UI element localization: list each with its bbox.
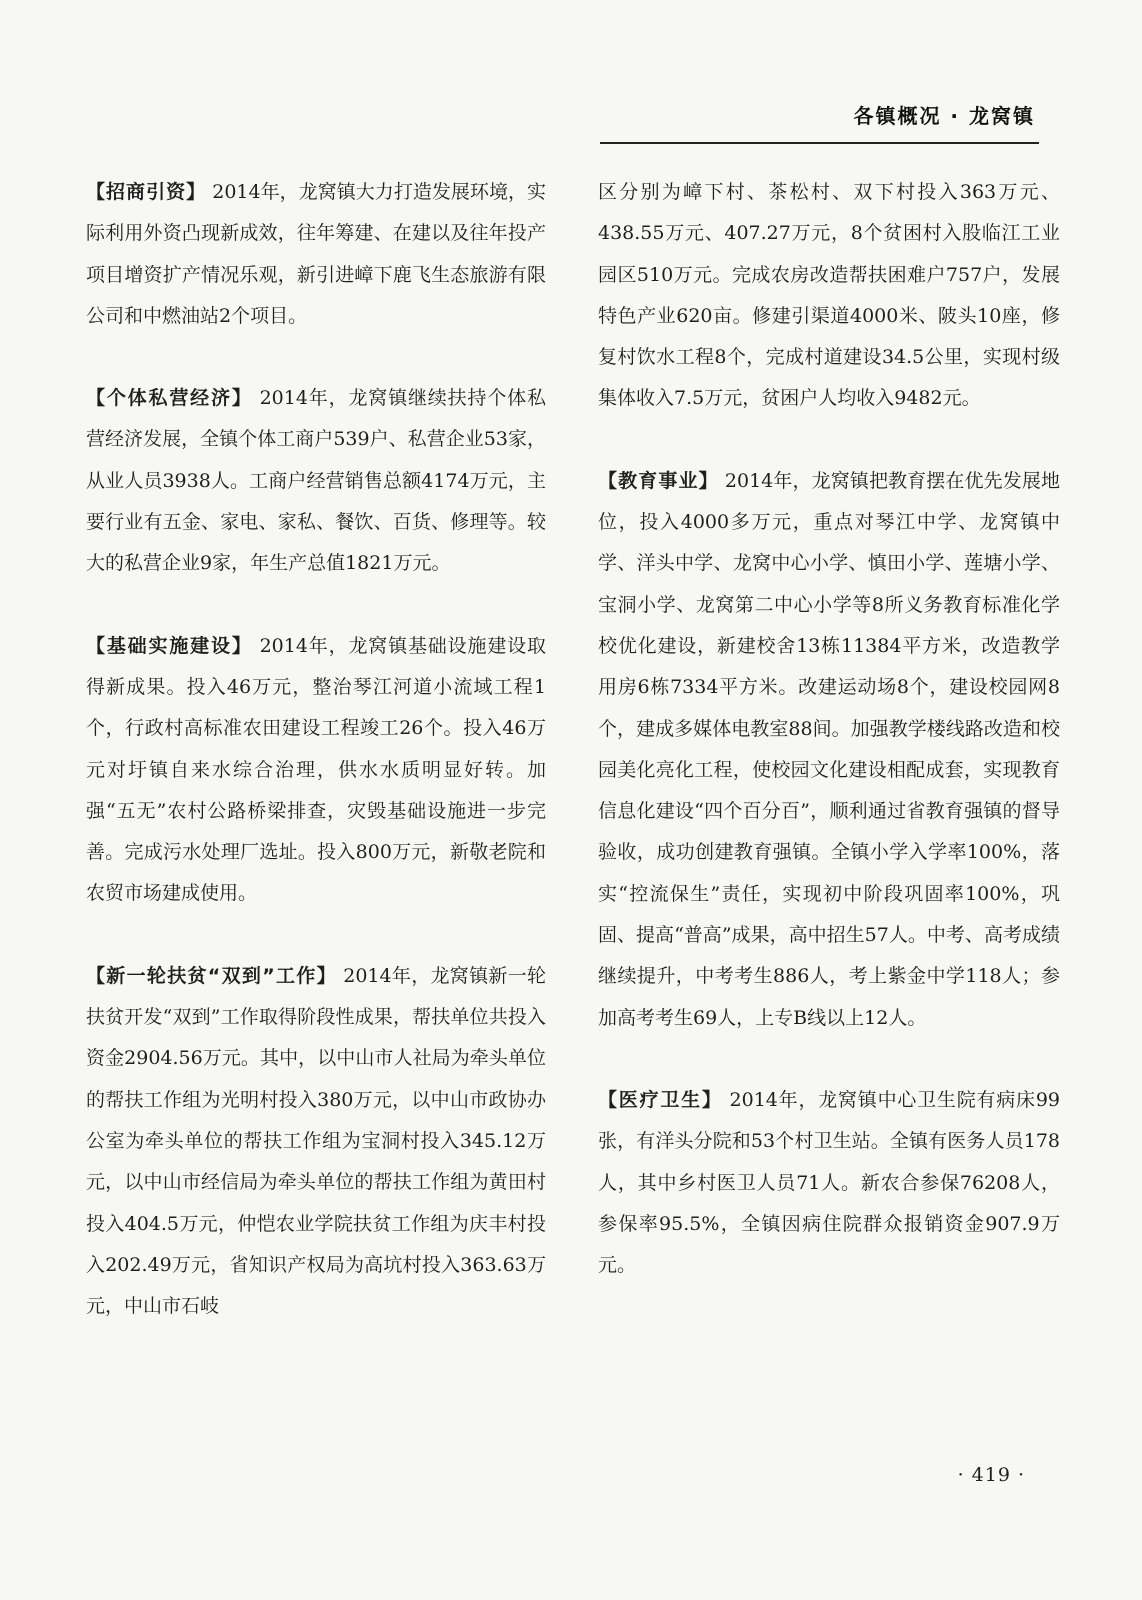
entry-title: 【基础实施建设】 xyxy=(86,634,253,657)
entry-investment xyxy=(86,172,546,337)
entry-text: 2014年，龙窝镇新一轮扶贫开发“双到”工作取得阶段性成果，帮扶单位共投入资金2904.56万元。其中，以中山市人社局为牵头单位的帮扶工作组为光明村投入380万元，以中山市政协办公室为牵头单位的帮扶工作组为宝洞村投入345.12万元，以中山市经信局为牵头单位的帮扶工作组为黄田村投入404.5万元，仲恺农业学院扶贫工作组为庆丰村投入202.49万元，省知识产权局为高坑村投入363.63万元，中山市石岐 xyxy=(86,964,546,1318)
entry-title: 【招商引资】 xyxy=(86,181,207,203)
entry-education xyxy=(598,461,1060,1039)
header-rule xyxy=(600,142,1039,144)
entry-title: 【新一轮扶贫“双到”工作】 xyxy=(86,964,337,987)
header-title: 各镇概况 · 龙窝镇 xyxy=(853,104,1035,128)
entry-text: 2014年，龙窝镇把教育摆在优先发展地位，投入4000多万元，重点对琴江中学、龙窝镇中学、洋头中学、龙窝中心小学、慎田小学、莲塘小学、宝洞小学、龙窝第二中心小学等8所义务教育标准化学校优化建设，新建校舍13栋11384平方米，改造教学用房6栋7334平方米。改建运动场8个，建设校园网8个，建成多媒体电教室88间。加强教学楼线路改造和校园美化亮化工程，使校园文化建设相配成套，实现教育信息化建设“四个百分百”，顺利通过省教育强镇的督导验收，成功创建教育强镇。全镇小学入学率100%，落实“控流保生”责任，实现初中阶段巩固率100%，巩固、提高“普高”成果，高中招生57人。中考、高考成绩继续提升，中考考生886人，考上紫金中学118人；参加高考考生69人，上专B线以上12人。 xyxy=(598,469,1061,1029)
entry-title: 【医疗卫生】 xyxy=(598,1088,723,1111)
entry-text: 2014年，龙窝镇继续扶持个体私营经济发展，全镇个体工商户539户、私营企业53家，从业人员3938人。工商户经营销售总额4174万元，主要行业有五金、家电、家私、餐饮、百货、修理等。较大的私营企业9家，年生产总值1821万元。 xyxy=(86,387,546,575)
entry-title: 【教育事业】 xyxy=(598,469,719,492)
entry-poverty-relief-continued xyxy=(598,172,1060,420)
entry-text: 区分别为嶂下村、茶松村、双下村投入363万元、438.55万元、407.27万元，8个贫困村入股临江工业园区510万元。完成农房改造帮扶困难户757户，发展特色产业620亩。修建引渠道4000米、陂头10座，修复村饮水工程8个，完成村道建设34.5公里，实现村级集体收入7.5万元，贫困户人均收入9482元。 xyxy=(598,181,1060,410)
entry-poverty-relief xyxy=(86,956,546,1328)
right-column xyxy=(598,172,1060,1286)
entry-title: 【个体私营经济】 xyxy=(86,387,253,410)
entry-infrastructure xyxy=(86,626,546,915)
entry-text: 2014年，龙窝镇基础设施建设取得新成果。投入46万元，整治琴江河道小流域工程1个，行政村高标准农田建设工程竣工26个。投入46万元对圩镇自来水综合治理，供水水质明显好转。加强“五无”农村公路桥梁排查，灾毁基础设施进一步完善。完成污水处理厂选址。投入800万元，新敬老院和农贸市场建成使用。 xyxy=(86,634,546,905)
left-column xyxy=(86,172,546,1327)
entry-text: 2014年，龙窝镇大力打造发展环境，实际利用外资凸现新成效，往年筹建、在建以及往年投产项目增资扩产情况乐观，新引进嶂下鹿飞生态旅游有限公司和中燃油站2个项目。 xyxy=(86,181,546,327)
entry-healthcare xyxy=(598,1080,1060,1286)
running-header xyxy=(0,0,1142,145)
entry-private-economy xyxy=(86,378,546,584)
page-number: · 419 · xyxy=(957,1464,1025,1486)
entry-text: 2014年，龙窝镇中心卫生院有病床99张，有洋头分院和53个村卫生站。全镇有医务人员178人，其中乡村医卫人员71人。新农合参保76208人，参保率95.5%，全镇因病住院群众报销资金907.9万元。 xyxy=(598,1088,1060,1277)
